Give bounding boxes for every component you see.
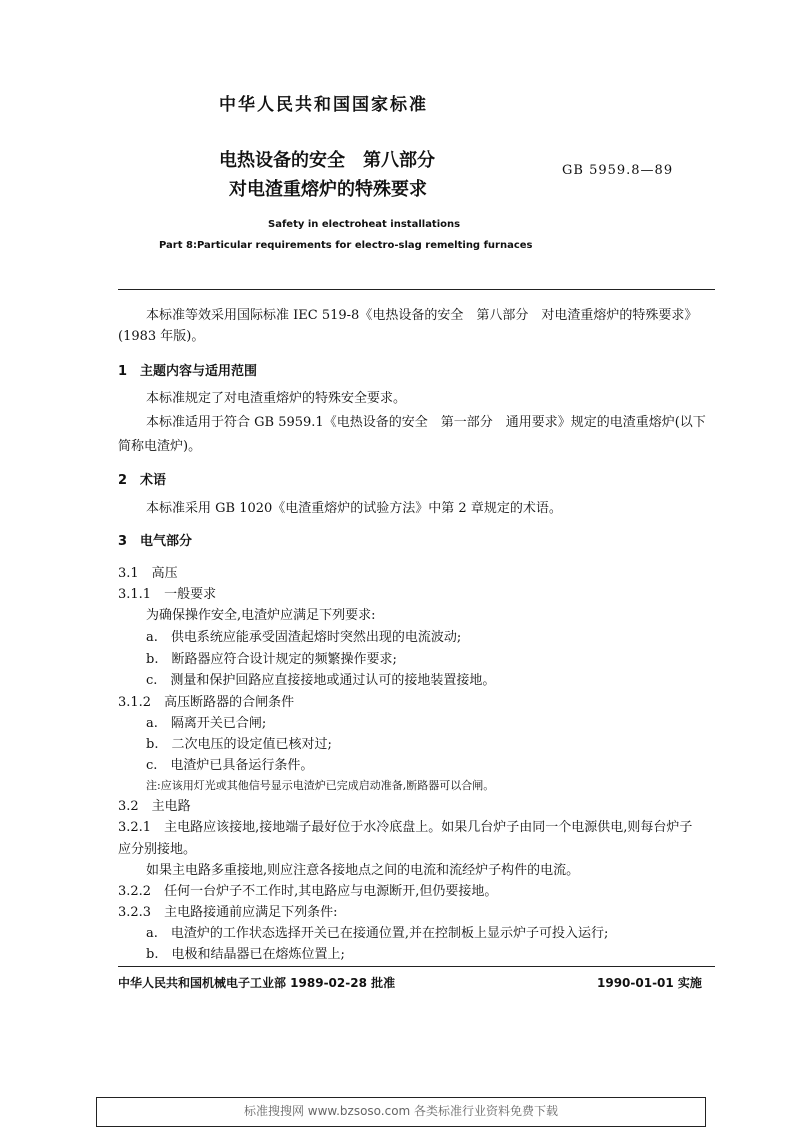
section3-heading: 3 电气部分	[118, 534, 193, 549]
effective-date: 1990-01-01 实施	[597, 976, 702, 990]
intro-line2: (1983 年版)。	[118, 329, 205, 344]
section3-1-2-a: a. 隔离开关已合闸;	[146, 716, 267, 731]
english-title-1: Safety in electroheat installations	[268, 219, 461, 230]
section3-1-1-b: b. 断路器应符合设计规定的频繁操作要求;	[146, 652, 397, 667]
org-title: 中华人民共和国国家标准	[219, 95, 428, 115]
intro-line1: 本标准等效采用国际标准 IEC 519-8《电热设备的安全 第八部分 对电渣重熔炉的特殊要求》	[146, 308, 698, 323]
section1-p2b: 简称电渣炉)。	[118, 439, 202, 454]
section3-1-2-b: b. 二次电压的设定值已核对过;	[146, 737, 332, 752]
section3-1: 3.1 高压	[118, 566, 178, 581]
watermark-banner	[96, 1097, 706, 1127]
section3-2-1c: 如果主电路多重接地,则应注意各接地点之间的电流和流经炉子构件的电流。	[146, 863, 580, 878]
english-title-2: Part 8:Particular requirements for electro-slag remelting furnaces	[159, 240, 533, 251]
section3-1-2: 3.1.2 高压断路器的合闸条件	[118, 695, 295, 710]
section3-1-1-c: c. 测量和保护回路应直接接地或通过认可的接地装置接地。	[146, 673, 496, 688]
doc-title-line2: 对电渣重熔炉的特殊要求	[229, 179, 427, 200]
section3-2-2: 3.2.2 任何一台炉子不工作时,其电路应与电源断开,但仍要接地。	[118, 884, 498, 899]
watermark-text: 标准搜搜网 www.bzsoso.com 各类标准行业资料免费下载	[243, 1104, 559, 1118]
section3-1-1-p: 为确保操作安全,电渣炉应满足下列要求:	[146, 608, 376, 623]
section3-2-3-b: b. 电极和结晶器已在熔炼位置上;	[146, 947, 345, 962]
standard-code: GB 5959.8—89	[562, 163, 674, 178]
note: 注:应该用灯光或其他信号显示电渣炉已完成启动准备,断路器可以合闸。	[146, 779, 495, 792]
section1-p1: 本标准规定了对电渣重熔炉的特殊安全要求。	[146, 391, 407, 406]
doc-title-line1: 电热设备的安全 第八部分	[219, 150, 435, 171]
section2-heading: 2 术语	[118, 473, 167, 488]
section3-1-2-c: c. 电渣炉已具备运行条件。	[146, 758, 314, 773]
section1-heading: 1 主题内容与适用范围	[118, 364, 258, 379]
section3-2-1b: 应分别接地。	[118, 842, 197, 857]
section2-p1: 本标准采用 GB 1020《电渣重熔炉的试验方法》中第 2 章规定的术语。	[146, 501, 562, 516]
section3-2-3-a: a. 电渣炉的工作状态选择开关已在接通位置,并在控制板上显示炉子可投入运行;	[146, 926, 609, 941]
footer-rule	[118, 966, 715, 967]
approval-line: 中华人民共和国机械电子工业部 1989-02-28 批准	[118, 976, 396, 990]
section3-2-3: 3.2.3 主电路接通前应满足下列条件:	[118, 905, 338, 920]
section3-1-1-a: a. 供电系统应能承受固渣起熔时突然出现的电流波动;	[146, 630, 462, 645]
section1-p2a: 本标准适用于符合 GB 5959.1《电热设备的安全 第一部分 通用要求》规定的电渣重熔炉(以下	[146, 415, 706, 430]
section3-1-1: 3.1.1 一般要求	[118, 587, 217, 602]
section3-2-1a: 3.2.1 主电路应该接地,接地端子最好位于水冷底盘上。如果几台炉子由同一个电源供电,则每台炉子	[118, 820, 693, 835]
section3-2: 3.2 主电路	[118, 799, 191, 814]
header-rule	[118, 289, 715, 290]
